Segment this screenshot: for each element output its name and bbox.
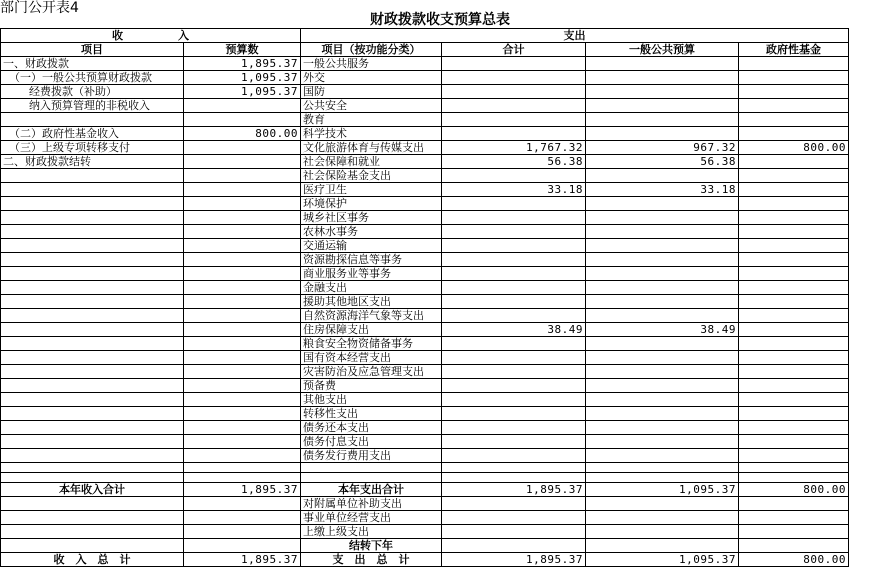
expense-fund-cell: [739, 57, 849, 71]
income-item-cell: [1, 379, 184, 393]
income-budget-cell: [184, 497, 301, 511]
income-item-cell: [1, 169, 184, 183]
table-row: [1, 183, 849, 197]
expense-item-cell: 自然资源海洋气象等支出: [301, 309, 442, 323]
income-item-cell: [1, 337, 184, 351]
year-income-total-label: 本年收入合计: [1, 483, 184, 497]
blank-cell: [301, 473, 442, 483]
income-item-cell: [1, 309, 184, 323]
expense-fund-cell: [739, 393, 849, 407]
expense-item-cell: 对附属单位补助支出: [301, 497, 442, 511]
expense-total-cell: [442, 253, 586, 267]
expense-fund-cell: [739, 539, 849, 553]
income-budget-cell: [184, 337, 301, 351]
expense-general-cell: [586, 511, 739, 525]
expense-item-cell: 环境保护: [301, 197, 442, 211]
income-item-cell: [1, 253, 184, 267]
table-row: [1, 85, 849, 99]
expense-fund-cell: [739, 407, 849, 421]
table-row: [1, 511, 849, 525]
income-budget-cell: [184, 379, 301, 393]
expense-fund-cell: [739, 497, 849, 511]
table-row: [1, 337, 849, 351]
expense-item-cell: 农林水事务: [301, 225, 442, 239]
expense-item-cell: 社会保障和就业: [301, 155, 442, 169]
expense-item-cell: 粮食安全物资储备事务: [301, 337, 442, 351]
page-title: 财政拨款收支预算总表: [370, 12, 510, 28]
table-row: [1, 393, 849, 407]
carryover-label: 结转下年: [301, 539, 442, 553]
income-budget-cell: [184, 351, 301, 365]
expense-item-cell: 商业服务业等事务: [301, 267, 442, 281]
expense-item-cell: 科学技术: [301, 127, 442, 141]
expense-item-cell: 债务还本支出: [301, 421, 442, 435]
table-row: [1, 435, 849, 449]
expense-total-cell: [442, 267, 586, 281]
expense-total-cell: 38.49: [442, 323, 586, 337]
expense-general-cell: [586, 225, 739, 239]
table-row: [1, 225, 849, 239]
blank-cell: [1, 473, 184, 483]
income-item-cell: 纳入预算管理的非税收入: [1, 99, 184, 113]
expense-total-cell: [442, 337, 586, 351]
expense-general-cell: [586, 57, 739, 71]
table-row: [1, 309, 849, 323]
expense-item-cell: 事业单位经营支出: [301, 511, 442, 525]
table-row: [1, 141, 849, 155]
grand-income-total-label: 收 入 总 计: [1, 553, 184, 567]
blank-cell: [586, 463, 739, 473]
expense-total-cell: [442, 99, 586, 113]
table-row: [1, 113, 849, 127]
col-header-budget: 预算数: [184, 43, 301, 57]
year-expense-fund-value: 800.00: [739, 483, 849, 497]
expense-general-cell: [586, 407, 739, 421]
expense-item-cell: 城乡社区事务: [301, 211, 442, 225]
expense-total-cell: [442, 449, 586, 463]
expense-general-cell: [586, 71, 739, 85]
expense-general-cell: [586, 99, 739, 113]
expense-item-cell: 金融支出: [301, 281, 442, 295]
table-row: [1, 351, 849, 365]
expense-fund-cell: [739, 155, 849, 169]
income-item-cell: [1, 421, 184, 435]
table-row: [1, 281, 849, 295]
expense-total-cell: [442, 169, 586, 183]
expense-general-cell: 56.38: [586, 155, 739, 169]
income-budget-cell: [184, 155, 301, 169]
expense-fund-cell: [739, 309, 849, 323]
expense-item-cell: 援助其他地区支出: [301, 295, 442, 309]
year-expense-total-value: 1,895.37: [442, 483, 586, 497]
table-row: [1, 99, 849, 113]
expense-general-cell: [586, 525, 739, 539]
expense-total-cell: [442, 511, 586, 525]
expense-total-cell: [442, 225, 586, 239]
expense-fund-cell: [739, 421, 849, 435]
expense-fund-cell: [739, 211, 849, 225]
col-header-general: 一般公共预算: [586, 43, 739, 57]
expense-general-cell: [586, 351, 739, 365]
income-item-cell: （二）政府性基金收入: [1, 127, 184, 141]
income-item-cell: 经费拨款（补助）: [1, 85, 184, 99]
income-group-header: 收 入: [1, 29, 301, 43]
expense-general-cell: [586, 197, 739, 211]
expense-general-cell: [586, 421, 739, 435]
expense-item-cell: 住房保障支出: [301, 323, 442, 337]
expense-item-cell: 国有资本经营支出: [301, 351, 442, 365]
expense-general-cell: [586, 365, 739, 379]
income-budget-cell: [184, 113, 301, 127]
blank-cell: [301, 463, 442, 473]
expense-item-cell: 文化旅游体育与传媒支出: [301, 141, 442, 155]
blank-cell: [184, 463, 301, 473]
income-item-cell: [1, 211, 184, 225]
income-budget-cell: [184, 197, 301, 211]
grand-expense-general-value: 1,095.37: [586, 553, 739, 567]
expense-general-cell: 33.18: [586, 183, 739, 197]
income-budget-cell: [184, 169, 301, 183]
expense-total-cell: [442, 435, 586, 449]
income-item-cell: [1, 407, 184, 421]
expense-item-cell: 公共安全: [301, 99, 442, 113]
income-budget-cell: [184, 239, 301, 253]
expense-general-cell: [586, 497, 739, 511]
income-item-cell: 一、财政拨款: [1, 57, 184, 71]
table-row: [1, 379, 849, 393]
income-budget-cell: [184, 435, 301, 449]
expense-fund-cell: [739, 71, 849, 85]
income-budget-cell: 800.00: [184, 127, 301, 141]
grand-expense-total-value: 1,895.37: [442, 553, 586, 567]
expense-general-cell: [586, 211, 739, 225]
expense-total-cell: [442, 281, 586, 295]
grand-expense-fund-value: 800.00: [739, 553, 849, 567]
expense-general-cell: [586, 169, 739, 183]
group-header-row: [1, 29, 849, 43]
expense-general-cell: [586, 295, 739, 309]
income-item-cell: [1, 435, 184, 449]
expense-fund-cell: [739, 197, 849, 211]
expense-general-cell: [586, 379, 739, 393]
year-expense-general-value: 1,095.37: [586, 483, 739, 497]
income-budget-cell: 1,095.37: [184, 71, 301, 85]
blank-cell: [1, 463, 184, 473]
expense-total-cell: [442, 127, 586, 141]
income-budget-cell: [184, 281, 301, 295]
expense-fund-cell: [739, 435, 849, 449]
expense-total-cell: [442, 197, 586, 211]
expense-fund-cell: [739, 323, 849, 337]
expense-total-cell: [442, 57, 586, 71]
income-item-cell: [1, 323, 184, 337]
expense-fund-cell: [739, 351, 849, 365]
table-row: [1, 253, 849, 267]
expense-general-cell: [586, 127, 739, 141]
expense-fund-cell: 800.00: [739, 141, 849, 155]
expense-fund-cell: [739, 379, 849, 393]
table-row: [1, 267, 849, 281]
year-income-total-value: 1,895.37: [184, 483, 301, 497]
table-row: [1, 169, 849, 183]
expense-total-cell: [442, 379, 586, 393]
expense-item-cell: 资源勘探信息等事务: [301, 253, 442, 267]
income-budget-cell: [184, 295, 301, 309]
expense-group-header: 支出: [301, 29, 849, 43]
table-row: [1, 57, 849, 71]
expense-item-cell: 医疗卫生: [301, 183, 442, 197]
blank-cell: [442, 463, 586, 473]
expense-item-cell: 交通运输: [301, 239, 442, 253]
expense-fund-cell: [739, 127, 849, 141]
expense-total-cell: [442, 497, 586, 511]
expense-fund-cell: [739, 113, 849, 127]
year-expense-total-label: 本年支出合计: [301, 483, 442, 497]
expense-fund-cell: [739, 99, 849, 113]
income-budget-cell: [184, 253, 301, 267]
income-item-cell: [1, 525, 184, 539]
blank-cell: [739, 463, 849, 473]
expense-general-cell: [586, 267, 739, 281]
expense-total-cell: [442, 393, 586, 407]
income-budget-cell: [184, 183, 301, 197]
expense-general-cell: 967.32: [586, 141, 739, 155]
income-budget-cell: [184, 449, 301, 463]
expense-general-cell: [586, 85, 739, 99]
income-item-cell: [1, 295, 184, 309]
income-item-cell: （三）上级专项转移支付: [1, 141, 184, 155]
expense-item-cell: 债务发行费用支出: [301, 449, 442, 463]
expense-total-cell: [442, 539, 586, 553]
income-item-cell: [1, 497, 184, 511]
expense-total-cell: [442, 351, 586, 365]
expense-item-cell: 一般公共服务: [301, 57, 442, 71]
col-header-item: 项目: [1, 43, 184, 57]
expense-fund-cell: [739, 511, 849, 525]
expense-general-cell: 38.49: [586, 323, 739, 337]
expense-item-cell: 灾害防治及应急管理支出: [301, 365, 442, 379]
expense-total-cell: [442, 421, 586, 435]
expense-fund-cell: [739, 525, 849, 539]
carryover-row: [1, 539, 849, 553]
income-budget-cell: [184, 365, 301, 379]
expense-total-cell: [442, 525, 586, 539]
expense-total-cell: [442, 295, 586, 309]
expense-fund-cell: [739, 449, 849, 463]
table-row: [1, 407, 849, 421]
income-item-cell: [1, 539, 184, 553]
col-header-fund: 政府性基金: [739, 43, 849, 57]
income-item-cell: （一）一般公共预算财政拨款: [1, 71, 184, 85]
grand-expense-total-label: 支 出 总 计: [301, 553, 442, 567]
expense-fund-cell: [739, 337, 849, 351]
expense-fund-cell: [739, 239, 849, 253]
table-row: [1, 295, 849, 309]
blank-cell: [739, 473, 849, 483]
blank-row: [1, 473, 849, 483]
expense-general-cell: [586, 281, 739, 295]
expense-item-cell: 国防: [301, 85, 442, 99]
expense-fund-cell: [739, 85, 849, 99]
expense-general-cell: [586, 253, 739, 267]
income-budget-cell: [184, 99, 301, 113]
income-item-cell: [1, 225, 184, 239]
table-number-label: 部门公开表4: [0, 0, 79, 16]
income-budget-cell: [184, 309, 301, 323]
table-row: [1, 71, 849, 85]
income-item-cell: [1, 267, 184, 281]
income-item-cell: [1, 351, 184, 365]
table-row: [1, 525, 849, 539]
expense-general-cell: [586, 449, 739, 463]
income-item-cell: [1, 393, 184, 407]
grand-income-total-value: 1,895.37: [184, 553, 301, 567]
income-item-cell: [1, 183, 184, 197]
income-budget-cell: [184, 141, 301, 155]
expense-item-cell: 社会保险基金支出: [301, 169, 442, 183]
expense-total-cell: [442, 365, 586, 379]
income-budget-cell: [184, 511, 301, 525]
income-item-cell: [1, 197, 184, 211]
col-header-total: 合计: [442, 43, 586, 57]
expense-total-cell: [442, 407, 586, 421]
table-row: [1, 421, 849, 435]
table-row: [1, 323, 849, 337]
expense-item-cell: 预备费: [301, 379, 442, 393]
col-header-func-item: 项目（按功能分类）: [301, 43, 442, 57]
expense-fund-cell: [739, 253, 849, 267]
expense-total-cell: [442, 85, 586, 99]
income-item-cell: [1, 511, 184, 525]
income-budget-cell: 1,095.37: [184, 85, 301, 99]
expense-item-cell: 外交: [301, 71, 442, 85]
expense-fund-cell: [739, 365, 849, 379]
income-item-cell: [1, 113, 184, 127]
budget-table: [0, 28, 849, 567]
income-budget-cell: [184, 267, 301, 281]
income-budget-cell: [184, 225, 301, 239]
income-budget-cell: [184, 539, 301, 553]
income-item-cell: 二、财政拨款结转: [1, 155, 184, 169]
income-item-cell: [1, 281, 184, 295]
expense-fund-cell: [739, 225, 849, 239]
expense-total-cell: 56.38: [442, 155, 586, 169]
table-row: [1, 365, 849, 379]
income-budget-cell: [184, 407, 301, 421]
expense-general-cell: [586, 239, 739, 253]
year-total-row: [1, 483, 849, 497]
income-item-cell: [1, 449, 184, 463]
expense-total-cell: [442, 71, 586, 85]
expense-item-cell: 其他支出: [301, 393, 442, 407]
expense-general-cell: [586, 539, 739, 553]
table-row: [1, 197, 849, 211]
expense-total-cell: 33.18: [442, 183, 586, 197]
table-row: [1, 127, 849, 141]
expense-item-cell: 转移性支出: [301, 407, 442, 421]
expense-item-cell: 教育: [301, 113, 442, 127]
expense-item-cell: 债务付息支出: [301, 435, 442, 449]
blank-cell: [442, 473, 586, 483]
table-row: [1, 155, 849, 169]
expense-total-cell: [442, 239, 586, 253]
expense-fund-cell: [739, 183, 849, 197]
table-row: [1, 239, 849, 253]
expense-general-cell: [586, 393, 739, 407]
expense-fund-cell: [739, 169, 849, 183]
grand-total-row: [1, 553, 849, 567]
expense-fund-cell: [739, 295, 849, 309]
income-item-cell: [1, 365, 184, 379]
blank-cell: [184, 473, 301, 483]
expense-total-cell: [442, 113, 586, 127]
expense-general-cell: [586, 435, 739, 449]
income-item-cell: [1, 239, 184, 253]
expense-fund-cell: [739, 267, 849, 281]
expense-fund-cell: [739, 281, 849, 295]
income-budget-cell: [184, 393, 301, 407]
expense-general-cell: [586, 337, 739, 351]
blank-row: [1, 463, 849, 473]
expense-item-cell: 上缴上级支出: [301, 525, 442, 539]
blank-cell: [586, 473, 739, 483]
table-row: [1, 497, 849, 511]
column-header-row: [1, 43, 849, 57]
income-budget-cell: [184, 323, 301, 337]
table-row: [1, 449, 849, 463]
expense-general-cell: [586, 113, 739, 127]
income-budget-cell: [184, 525, 301, 539]
expense-total-cell: 1,767.32: [442, 141, 586, 155]
table-row: [1, 211, 849, 225]
income-budget-cell: [184, 211, 301, 225]
expense-general-cell: [586, 309, 739, 323]
income-budget-cell: [184, 421, 301, 435]
income-budget-cell: 1,895.37: [184, 57, 301, 71]
expense-total-cell: [442, 309, 586, 323]
expense-total-cell: [442, 211, 586, 225]
